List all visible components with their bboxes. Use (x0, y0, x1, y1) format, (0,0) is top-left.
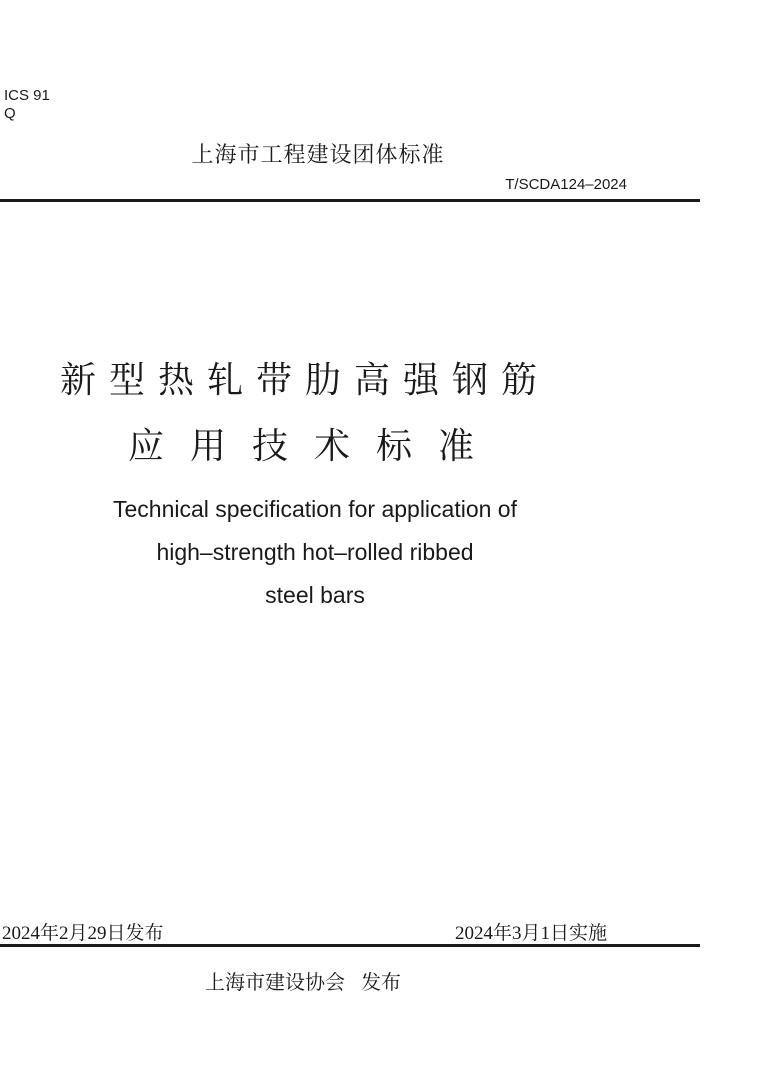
standard-number: T/SCDA124–2024 (505, 176, 627, 193)
top-divider (0, 199, 700, 202)
standard-category: 上海市工程建设团体标准 (191, 142, 445, 167)
issue-date: 2024年2月29日发布 (2, 923, 164, 944)
implementation-date: 2024年3月1日实施 (455, 923, 608, 944)
english-title-line-1: Technical specification for application of (112, 496, 517, 522)
chinese-title-line-1: 新型热轧带肋高强钢筋 (60, 360, 551, 401)
english-title-line-2: high–strength hot–rolled ribbed (156, 539, 474, 565)
ics-code: ICS 91 (4, 87, 50, 104)
classification-code: Q (4, 105, 16, 122)
chinese-title-line-2: 应用技术标准 (128, 426, 501, 467)
english-title-line-3: steel bars (265, 582, 365, 608)
publisher-name: 上海市建设协会 (205, 972, 345, 994)
bottom-divider (0, 944, 700, 947)
publisher-line (205, 966, 401, 995)
publish-label: 发布 (361, 972, 401, 994)
